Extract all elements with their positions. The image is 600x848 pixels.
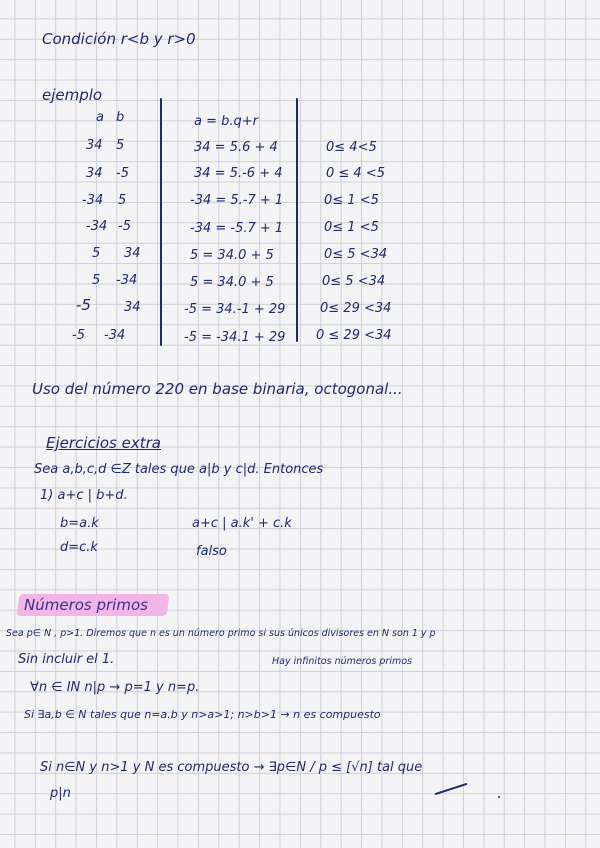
col-header-a: a — [96, 110, 104, 125]
cell-b: 34 — [124, 246, 141, 261]
cell-a: 5 — [92, 273, 101, 288]
cell-ineq: 0≤ 29 <34 — [320, 301, 392, 316]
cell-b: -34 — [116, 273, 138, 288]
exercise-statement: Sea a,b,c,d ∈Z tales que a|b y c|d. Entonces — [34, 462, 324, 477]
cell-ineq: 0 ≤ 29 <34 — [316, 328, 392, 343]
cell-eq: -5 = 34.-1 + 29 — [184, 302, 286, 317]
exercise-item-1: 1) a+c | b+d. — [40, 488, 128, 503]
cell-a: -34 — [82, 193, 104, 208]
cell-eq: 5 = 34.0 + 5 — [190, 275, 274, 290]
cell-a: 34 — [86, 138, 103, 153]
composite-theorem: Si n∈N y n>1 y N es compuesto → ∃p∈N / p ≤ [√n] tal que — [40, 760, 423, 775]
cell-a: 5 — [92, 246, 101, 261]
cell-eq: -34 = -5.7 + 1 — [190, 221, 284, 236]
cell-a: 34 — [86, 166, 103, 181]
cell-a: -5 — [72, 328, 85, 343]
cell-eq: -5 = -34.1 + 29 — [184, 330, 286, 345]
cell-eq: 5 = 34.0 + 5 — [190, 248, 274, 263]
cell-ineq: 0≤ 4<5 — [326, 140, 377, 155]
cell-ineq: 0 ≤ 4 <5 — [326, 166, 385, 181]
infinite-primes-note: Hay infinitos números primos — [272, 656, 412, 667]
pen-stroke — [435, 783, 468, 795]
cell-eq: 34 = 5.6 + 4 — [194, 140, 278, 155]
prime-definition: Sea p∈ N , p>1. Diremos que n es un número primo si sus únicos divisores en N son 1 y p — [6, 628, 436, 639]
example-label: ejemplo — [42, 86, 103, 104]
cell-ineq: 0≤ 1 <5 — [324, 220, 379, 235]
exercises-heading: Ejercicios extra — [46, 434, 161, 452]
cell-b: -5 — [118, 219, 131, 234]
base-conversion-note: Uso del número 220 en base binaria, octogonal... — [32, 380, 403, 398]
equation-d: d=c.k — [60, 540, 98, 555]
forall-statement: ∀n ∈ IN n|p → p=1 y n=p. — [30, 680, 200, 695]
cell-ineq: 0≤ 1 <5 — [324, 193, 379, 208]
cell-ineq: 0≤ 5 <34 — [324, 247, 388, 262]
divides-note: p|n — [50, 786, 71, 801]
condition-line: Condición r<b y r>0 — [42, 30, 196, 48]
cell-ineq: 0≤ 5 <34 — [322, 274, 386, 289]
cell-b: 34 — [124, 300, 141, 315]
col-header-formula: a = b.q+r — [194, 114, 258, 129]
cell-b: -34 — [104, 328, 126, 343]
table-divider-right — [296, 98, 298, 342]
pen-dot — [498, 796, 500, 798]
equation-b: b=a.k — [60, 516, 99, 531]
cell-eq: -34 = 5.-7 + 1 — [190, 193, 284, 208]
cell-b: 5 — [118, 193, 127, 208]
cell-a: -34 — [86, 219, 108, 234]
composite-definition: Si ∃a,b ∈ N tales que n=a.b y n>a>1; n>b>1 → n es compuesto — [24, 708, 381, 721]
exclusion-note: Sin incluir el 1. — [18, 652, 115, 667]
false-note: falso — [196, 544, 227, 559]
table-divider-left — [160, 98, 162, 346]
cell-eq: 34 = 5.-6 + 4 — [194, 166, 283, 181]
col-header-b: b — [116, 110, 125, 125]
cell-b: 5 — [116, 138, 125, 153]
cell-a: -5 — [76, 296, 91, 314]
cell-b: -5 — [116, 166, 129, 181]
equation-sum: a+c | a.k' + c.k — [192, 516, 292, 531]
primes-heading: Números primos — [24, 596, 148, 614]
